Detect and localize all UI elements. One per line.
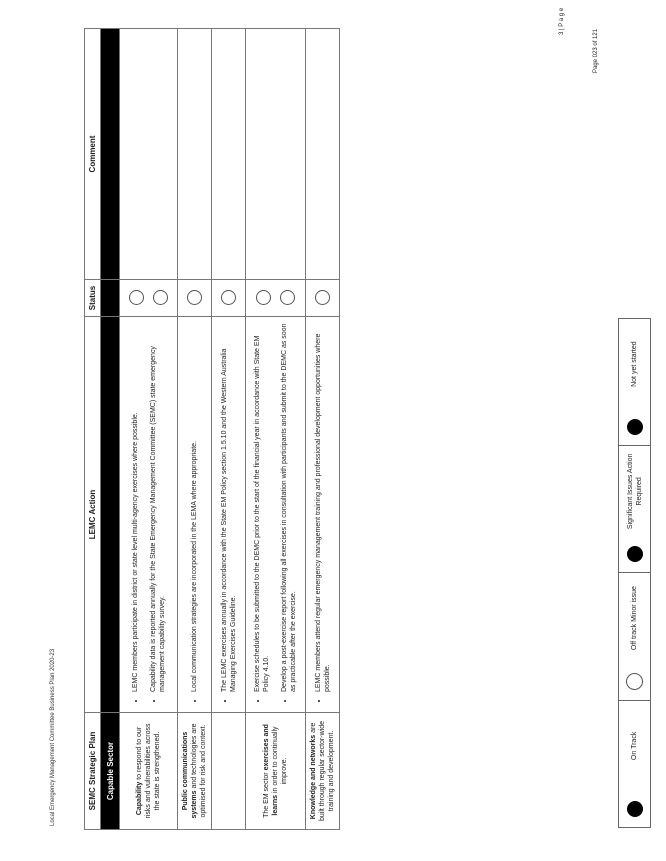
legend-label: Not yet started [631,341,638,387]
status-circle-icon[interactable] [221,291,236,306]
table-row [246,29,306,830]
header-semc-strategic-plan: SEMC Strategic Plan [85,713,101,830]
status-cell [212,280,246,317]
action-list [131,323,167,706]
status-cell [246,280,306,317]
filled-circle-icon [627,801,643,817]
status-cell [178,280,212,317]
business-plan-table [84,28,340,830]
table-row [120,29,178,830]
comment-cell[interactable] [120,29,178,280]
comment-cell[interactable] [178,29,212,280]
plan-text: are built through regular sector-wide training and development. [310,721,335,821]
table-row [306,29,340,830]
header-status: Status [85,280,101,317]
lemc-action-cell [212,317,246,713]
status-circle-icon[interactable] [153,291,168,306]
plan-text: in order to continually improve. [272,726,288,795]
action-item: • Local communication strategies are incorporated in the LEMA where appropriate. [190,323,199,692]
action-item: • The LEMC exercises annually in accordance with the State EM Policy section 1.5.10 and the Western Australia Managing Exercises Guideline. [220,323,238,692]
status-legend [618,318,651,828]
legend-item [619,445,650,572]
action-item: • Capability data is reported annually for the State Emergency Management Committee (SEMC) state emergency management capability survey. [149,323,167,692]
plan-text: The EM sector [263,770,270,818]
strategic-plan-cell [178,713,212,830]
status-circle-icon[interactable] [129,291,144,306]
legend-item [619,700,650,827]
status-cell [306,280,340,317]
section-fill [101,317,120,713]
status-cell [120,280,178,317]
action-item: • LEMC members participate in district or state level multi-agency exercises where possible. [131,323,140,692]
legend-item [619,573,650,700]
table-header-row [85,29,101,830]
header-lemc-action: LEMC Action [85,317,101,713]
status-circle-icon[interactable] [187,291,202,306]
action-list [314,323,332,706]
plan-text: and technologies are optimised for risk and context. [191,723,207,818]
page-label: 3 | P a g e [559,7,565,35]
section-row [101,29,120,830]
action-item: • LEMC members attend regular emergency management training and professional development opportunities where possible. [314,323,332,692]
action-list [220,323,238,706]
section-fill [101,280,120,317]
comment-cell[interactable] [212,29,246,280]
status-circle-icon[interactable] [280,291,295,306]
table-row [178,29,212,830]
comment-cell[interactable] [246,29,306,280]
strategic-plan-cell [120,713,178,830]
action-item: • Exercise schedules to be submitted to the DEMC prior to the start of the financial year in accordance with State EM Policy 4.10. [253,323,271,692]
status-circle-icon[interactable] [256,291,271,306]
lemc-action-cell [178,317,212,713]
lemc-action-cell [246,317,306,713]
plan-text: to respond to our risks and vulnerabilities across the state is strengthened. [136,723,161,819]
lemc-action-cell [120,317,178,713]
table-row [212,29,246,830]
action-item: • Develop a post-exercise report following all exercises in consultation with participants and submit to the DEMC as soon as practicable after the exercise. [280,323,298,692]
plan-text-bold: Public communications systems [182,731,198,819]
outline-circle-icon [626,673,643,690]
section-label: Capable Sector [101,713,120,830]
plan-text-bold: Knowledge and networks [310,734,317,820]
legend-item [619,319,650,445]
status-circle-icon[interactable] [315,291,330,306]
filled-circle-icon [627,547,643,563]
lemc-action-cell [306,317,340,713]
plan-text-bold: exercises and learns [263,724,279,816]
legend-label: Significant Issues Action Required [626,453,643,530]
strategic-plan-cell [212,713,246,830]
section-fill [101,29,120,280]
header-comment: Comment [85,29,101,280]
strategic-plan-cell [306,713,340,830]
legend-label: On Track [631,731,638,761]
plan-text-bold: Capability [136,781,143,816]
action-list [253,323,298,706]
document-header: Local Emergency Management Committee Business Plan 2020-23 [50,648,56,826]
strategic-plan-cell [246,713,306,830]
page-number: Page 023 of 121 [593,28,599,73]
legend-label: Off track Minor issue [631,586,638,651]
filled-circle-icon [627,419,643,435]
comment-cell[interactable] [306,29,340,280]
action-list [190,323,199,706]
